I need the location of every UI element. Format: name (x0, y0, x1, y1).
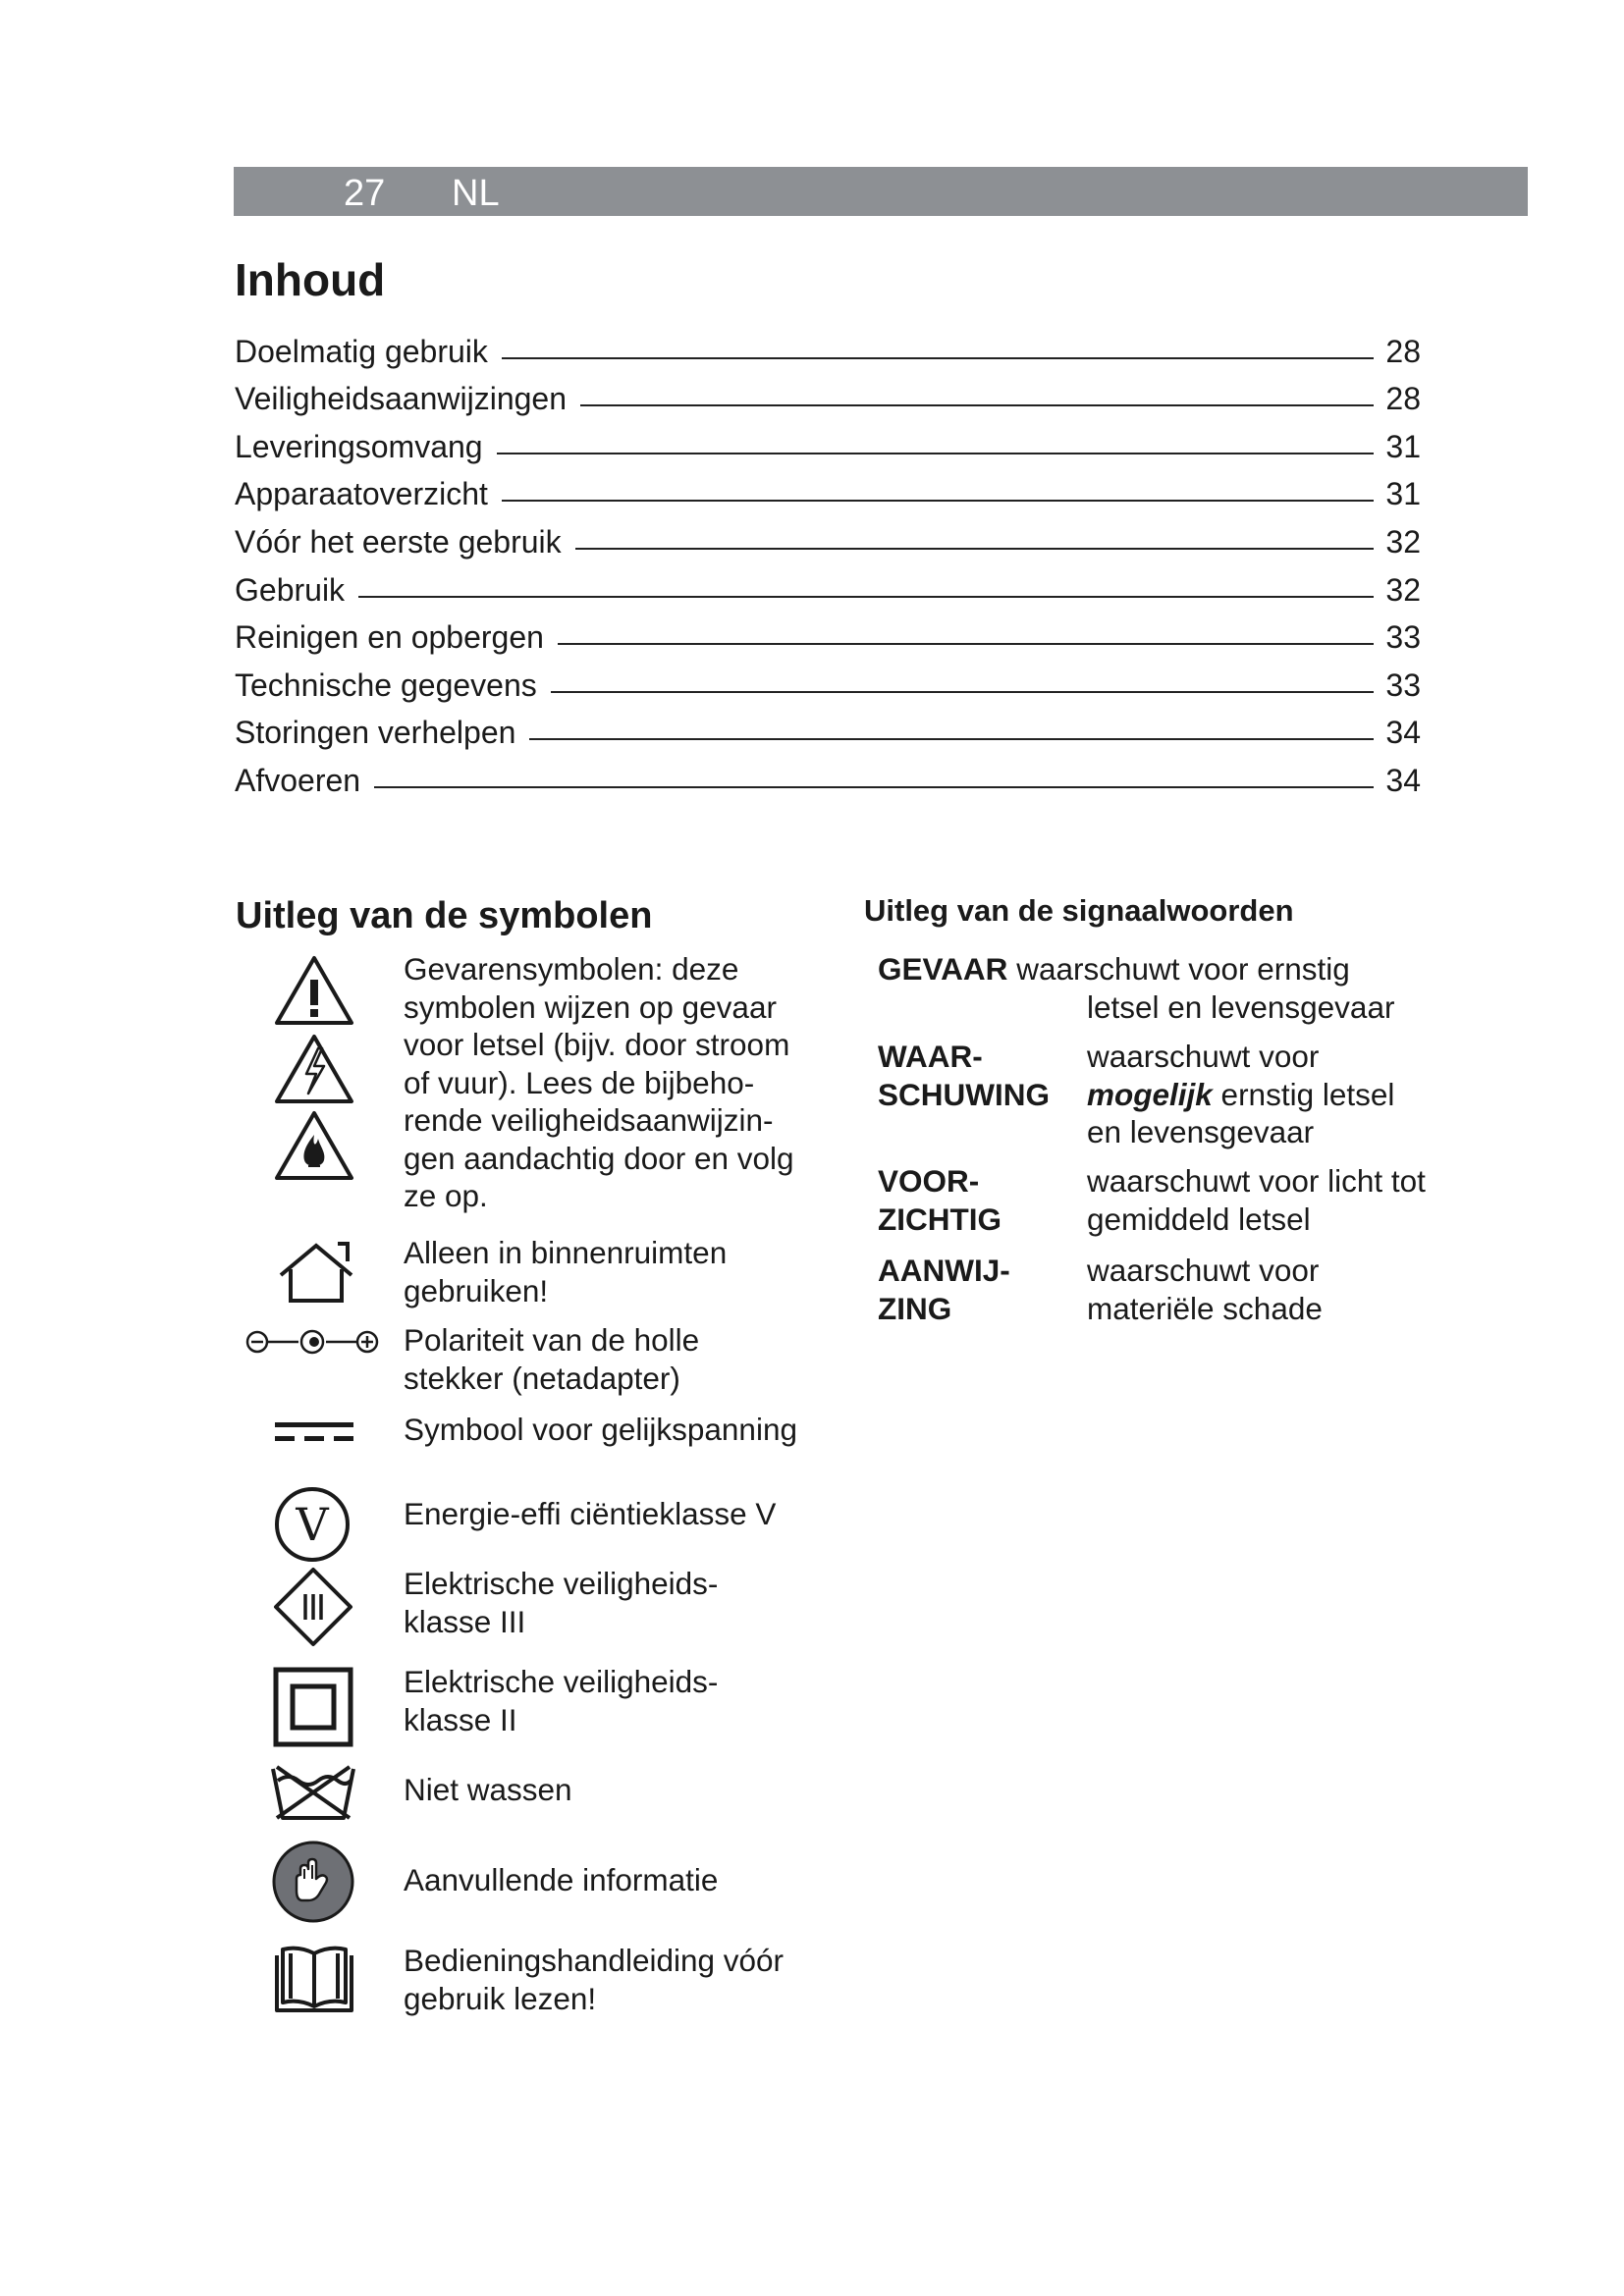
symbol-description (404, 1663, 826, 1738)
do-not-wash-icon (269, 1761, 357, 1824)
symbol-description (404, 1942, 826, 2017)
toc-entry-page: 32 (1385, 523, 1421, 560)
description-line: Energie-effi ciëntieklasse V (404, 1496, 777, 1531)
toc-entry[interactable] (235, 704, 1421, 752)
description-line: waarschuwt voor (1087, 1039, 1320, 1074)
hazard-warning-icons (273, 950, 355, 1186)
toc-entry-page: 33 (1385, 619, 1421, 656)
symbol-description (404, 950, 826, 1215)
description-line: rende veiligheidsaanwijzin- (404, 1102, 774, 1138)
signal-word-line: WAAR- (878, 1039, 983, 1074)
toc-entry[interactable] (235, 322, 1421, 370)
polarity-icon (244, 1327, 381, 1357)
toc-entry[interactable] (235, 512, 1421, 561)
description-line: stekker (netadapter) (404, 1360, 680, 1396)
toc-entry-page: 34 (1385, 715, 1421, 751)
toc-leader-line (358, 596, 1374, 598)
description-line: gen aandachtig door en volg (404, 1140, 794, 1176)
symbol-description (404, 1771, 826, 1809)
toc-leader-line (558, 643, 1374, 645)
info-hand-icon (271, 1840, 355, 1924)
toc-entry-page: 32 (1385, 571, 1421, 608)
toc-entry-page: 33 (1385, 667, 1421, 703)
toc-leader-line (502, 357, 1375, 359)
symbol-description (404, 1321, 826, 1397)
toc-title: Inhoud (235, 254, 386, 305)
signal-words-title: Uitleg van de signaalwoorden (864, 893, 1294, 928)
toc-entry[interactable] (235, 465, 1421, 513)
toc-entry[interactable] (235, 370, 1421, 418)
energy-class-letter: V (296, 1498, 329, 1551)
toc-entry-label: Apparaatoverzicht (235, 476, 488, 512)
description-fragment: ernstig letsel (1212, 1076, 1395, 1112)
toc-entry-page: 28 (1385, 381, 1421, 417)
toc-leader-line (529, 738, 1374, 740)
description-line: Bedieningshandleiding vóór (404, 1943, 785, 1978)
description-line: Alleen in binnenruimten (404, 1235, 728, 1270)
toc-entry-page: 28 (1385, 333, 1421, 369)
energy-class-v-icon (273, 1485, 352, 1564)
toc-leader-line (580, 404, 1374, 406)
symbol-description (404, 1234, 826, 1309)
toc-entry-label: Vóór het eerste gebruik (235, 523, 562, 560)
signal-word-line: ZICHTIG (878, 1201, 1001, 1237)
description-line: waarschuwt voor (1087, 1253, 1320, 1288)
manual-book-icon (273, 1946, 355, 2014)
toc-entry-label: Leveringsomvang (235, 428, 483, 464)
page-number: 27 (344, 173, 386, 214)
toc-entry-label: Storingen verhelpen (235, 715, 516, 751)
signal-word: GEVAAR (878, 951, 1008, 987)
symbols-title: Uitleg van de symbolen (236, 895, 653, 936)
description-line: Aanvullende informatie (404, 1862, 719, 1897)
description-line: Elektrische veiligheids- (404, 1664, 719, 1699)
toc-entry[interactable] (235, 609, 1421, 657)
toc-leader-line (497, 453, 1375, 454)
signal-word-description (1087, 1038, 1470, 1151)
signal-word-text (878, 950, 1467, 1026)
toc-leader-line (551, 691, 1375, 693)
class-iii-icon (273, 1567, 353, 1647)
class-ii-icon (273, 1667, 353, 1747)
toc-entry-label: Gebruik (235, 571, 346, 608)
page-header-bar (234, 167, 1528, 216)
signal-word-description (1087, 1252, 1470, 1327)
symbol-description (404, 1861, 826, 1899)
toc-entry-label: Doelmatig gebruik (235, 333, 488, 369)
toc-entry[interactable] (235, 751, 1421, 799)
signal-word-line: ZING (878, 1290, 952, 1326)
signal-word-description: waarschuwt voor ernstig (1007, 951, 1350, 987)
description-line (1087, 1076, 1470, 1114)
table-of-contents (235, 322, 1421, 799)
description-line: klasse III (404, 1603, 526, 1639)
toc-entry-page: 31 (1385, 428, 1421, 464)
description-line: Gevarensymbolen: deze (404, 951, 739, 987)
description-line: materiële schade (1087, 1290, 1323, 1326)
indoor-house-icon (275, 1240, 357, 1305)
description-line: ze op. (404, 1178, 488, 1213)
toc-entry[interactable] (235, 656, 1421, 704)
description-line: Niet wassen (404, 1772, 572, 1807)
toc-entry-page: 34 (1385, 762, 1421, 798)
toc-entry[interactable] (235, 561, 1421, 609)
toc-leader-line (502, 500, 1374, 502)
toc-entry-label: Reinigen en opbergen (235, 619, 544, 656)
signal-word-line: AANWIJ- (878, 1253, 1010, 1288)
description-line: voor letsel (bijv. door stroom (404, 1027, 790, 1062)
toc-entry-label: Technische gegevens (235, 667, 537, 703)
signal-word (878, 1162, 1084, 1238)
signal-word-line: SCHUWING (878, 1076, 1050, 1112)
description-line: of vuur). Lees de bijbeho- (404, 1064, 755, 1100)
description-line: Elektrische veiligheids- (404, 1566, 719, 1601)
symbol-description (404, 1411, 826, 1449)
signal-word (878, 1252, 1084, 1327)
description-line: symbolen wijzen op gevaar (404, 988, 777, 1025)
description-line: Symbool voor gelijkspanning (404, 1412, 797, 1447)
description-line: en levensgevaar (1087, 1114, 1315, 1149)
description-line: waarschuwt voor licht tot (1087, 1163, 1426, 1199)
description-line: Polariteit van de holle (404, 1322, 700, 1358)
language-code: NL (452, 173, 500, 214)
signal-word-line: VOOR- (878, 1163, 980, 1199)
signal-word-description: letsel en levensgevaar (1087, 988, 1395, 1025)
toc-entry-page: 31 (1385, 476, 1421, 512)
description-line: gebruik lezen! (404, 1980, 597, 2016)
description-line: gemiddeld letsel (1087, 1201, 1311, 1237)
description-line: klasse II (404, 1701, 517, 1737)
toc-leader-line (575, 548, 1375, 550)
toc-leader-line (374, 786, 1374, 788)
signal-word-description (1087, 1162, 1470, 1238)
toc-entry[interactable] (235, 417, 1421, 465)
toc-entry-label: Afvoeren (235, 762, 361, 798)
dc-voltage-icon (273, 1418, 355, 1448)
toc-entry-label: Veiligheidsaanwijzingen (235, 381, 568, 417)
symbol-description (404, 1565, 826, 1640)
emphasis-word: mogelijk (1087, 1076, 1213, 1112)
symbol-description (404, 1495, 826, 1533)
signal-word (878, 1038, 1084, 1113)
description-line: gebruiken! (404, 1272, 549, 1308)
